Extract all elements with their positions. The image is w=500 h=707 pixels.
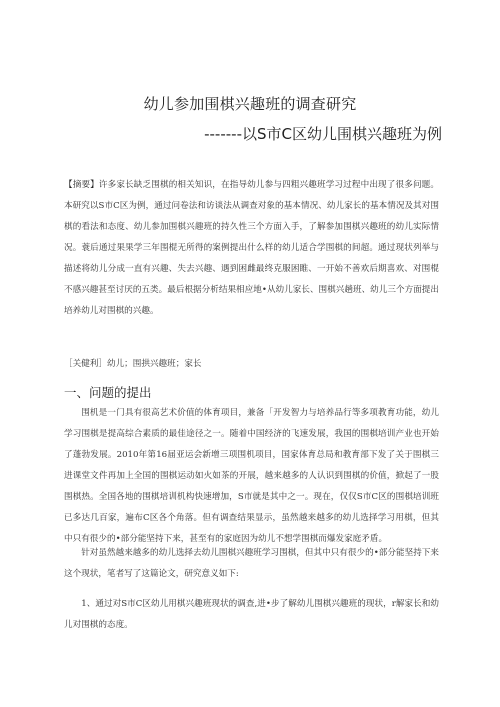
paragraph: 1、通过对S市C区幼儿用棋兴趣班现状的调查,进•步了解幼儿围棋兴趣班的现状，r解家长和幼儿对围棋的态度。: [64, 599, 439, 630]
abstract-text: 许多家长缺乏围棋的相关知识，在指导幼儿参与四粗兴趣班学习过程中出现了很多问题。本研究以S市C区为例，通过问卷法和访谈法从调查对象的基本情况、幼儿家长的基本情况及其对围棋的看法和态度、幼儿参加围棋兴趣班的持久性三个方面入手，了解参加围棋兴趣班的幼儿实际情况。蓑后通过果果学三年围棍无所得的案例提出什么样的幼儿适合学围棋的间超。通过现状列举与描述将幼儿分成一直有兴趣、失去兴趣、遇到困雌最终克服困睢、一开始不善欢后期喜欢、对围棍不感兴趣甚至讨厌的五类。最后根据分析结果相应地•从幼儿家长、围棋兴趟班、幼儿三个方面提出培养幼儿对围棋的兴趣。: [64, 180, 439, 316]
section-heading: 一、问题的提出: [64, 385, 152, 400]
page-title: 幼儿参加围棋兴趣班的调查研究: [143, 95, 357, 113]
paragraph: 针对虽然越来越多的幼儿选择去幼儿围棋兴趣班学习围棋，但其中只有很少的•部分能坚持下来这个现状，笔者写了这篇论文，研究意义如下:: [64, 548, 439, 579]
abstract: [64, 175, 439, 322]
paragraph: 围机是一门具有很高艺术价值的体育项目，兼备「开发智力与培养品行等多项教育功能，幼儿学习围棋是提高综合素质的最佳途径之一。随着中国经济的飞速发展，我国的围棋培训产业也开始了蓬勃发展。2010年第16届亚运会新增三项围机项目，国家体育总局和教育部下发了关于围棋三进课堂文件再加上全国的围棋运动如火如茶的开展，越来越多的人认识到围棋的价值，掀起了一股围棋热。全国各地的围棋培训机构快速增加，S市就是其中之一。现在，仅仅S市C区的围棋培训班已多达几百家，遍布C区各个角落。但有调查结果显示，虽然越来越多的幼儿选择学习用棋，但其中只有很少的•部分能坚持下来，甚至有的家庭因为幼儿不想学围棋而爆发家庭矛盾。: [64, 408, 439, 544]
page-subtitle: -------以S市C区幼儿围棋兴趣班为例: [204, 125, 442, 143]
abstract-label: 【摘要】: [64, 180, 99, 190]
keywords: ［关健利］幼儿；围拱兴趣班；家长: [64, 359, 202, 369]
